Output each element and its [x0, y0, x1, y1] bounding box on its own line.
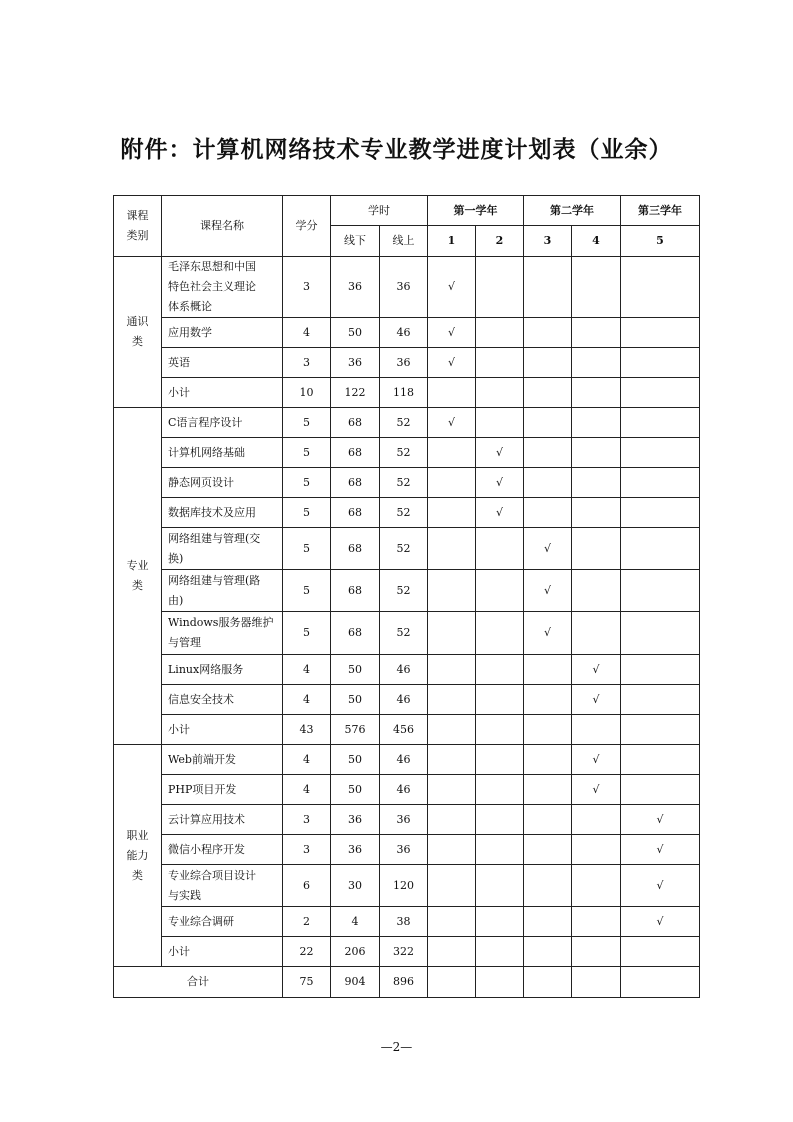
offline-cell: 68 — [331, 408, 380, 438]
term-2-header: 2 — [476, 226, 524, 257]
term-4-cell — [572, 408, 621, 438]
term-3-cell — [524, 805, 572, 835]
credits-cell: 5 — [283, 498, 331, 528]
page-number: —2— — [380, 1040, 413, 1054]
term-3-cell — [524, 655, 572, 685]
term-1-cell — [428, 468, 476, 498]
term-1-cell — [428, 570, 476, 612]
term-3-cell — [524, 528, 572, 570]
course-name-cell: 云计算应用技术 — [162, 805, 283, 835]
term-4-cell — [572, 907, 621, 937]
course-name-cell: Linux网络服务 — [162, 655, 283, 685]
term-3-cell — [524, 775, 572, 805]
term-1-cell — [428, 967, 476, 998]
course-name-cell: 网络组建与管理(路 由) — [162, 570, 283, 612]
term-1-cell — [428, 257, 476, 318]
term-5-cell — [621, 655, 700, 685]
online-cell: 46 — [380, 655, 428, 685]
term-2-cell — [476, 528, 524, 570]
term-3-cell — [524, 408, 572, 438]
checkmark: √ — [592, 752, 600, 766]
online-cell: 52 — [380, 498, 428, 528]
online-cell: 52 — [380, 612, 428, 655]
term-3-cell — [524, 348, 572, 378]
table-row — [114, 805, 700, 835]
total-offline-cell: 904 — [331, 967, 380, 998]
term-4-cell — [572, 745, 621, 775]
term-3-cell — [524, 438, 572, 468]
course-name-cell: 网络组建与管理(交 换) — [162, 528, 283, 570]
course-name-cell: 应用数学 — [162, 318, 283, 348]
category-cell: 通识 类 — [114, 257, 162, 408]
schedule-table — [113, 195, 700, 998]
term-2-cell — [476, 257, 524, 318]
term-4-cell — [572, 655, 621, 685]
online-cell: 46 — [380, 775, 428, 805]
credits-cell: 5 — [283, 408, 331, 438]
course-name-cell: PHP项目开发 — [162, 775, 283, 805]
table-row — [114, 498, 700, 528]
credits-cell: 4 — [283, 685, 331, 715]
term-4-cell — [572, 498, 621, 528]
term-4-cell — [572, 835, 621, 865]
term-1-cell — [428, 655, 476, 685]
offline-cell: 68 — [331, 438, 380, 468]
year3-header: 第三学年 — [621, 196, 700, 226]
offline-cell: 122 — [331, 378, 380, 408]
term-5-cell — [621, 498, 700, 528]
term-2-cell — [476, 835, 524, 865]
table-row — [114, 570, 700, 612]
category-cell: 专业 类 — [114, 408, 162, 745]
table-row — [114, 612, 700, 655]
term-3-cell — [524, 378, 572, 408]
offline-cell: 206 — [331, 937, 380, 967]
term-1-header: 1 — [428, 226, 476, 257]
checkmark: √ — [543, 541, 551, 555]
term-5-cell — [621, 570, 700, 612]
term-3-header: 3 — [524, 226, 572, 257]
term-4-cell — [572, 468, 621, 498]
term-5-header: 5 — [621, 226, 700, 257]
course-name-cell: 毛泽东思想和中国 特色社会主义理论 体系概论 — [162, 257, 283, 318]
page-title: 附件：计算机网络技术专业教学进度计划表（业余） — [120, 137, 673, 163]
term-5-cell — [621, 612, 700, 655]
course-name-header: 课程名称 — [162, 196, 283, 257]
checkmark: √ — [592, 662, 600, 676]
offline-cell: 50 — [331, 685, 380, 715]
table-row — [114, 937, 700, 967]
term-4-cell — [572, 715, 621, 745]
online-cell: 36 — [380, 805, 428, 835]
online-cell: 36 — [380, 257, 428, 318]
term-5-cell — [621, 318, 700, 348]
online-cell: 36 — [380, 348, 428, 378]
credits-cell: 5 — [283, 438, 331, 468]
term-2-cell — [476, 408, 524, 438]
term-2-cell — [476, 715, 524, 745]
online-header: 线上 — [380, 226, 428, 257]
year1-header: 第一学年 — [428, 196, 524, 226]
offline-cell: 50 — [331, 745, 380, 775]
course-name-cell: 专业综合调研 — [162, 907, 283, 937]
term-4-cell — [572, 378, 621, 408]
schedule-body — [114, 257, 700, 998]
checkmark: √ — [447, 325, 455, 339]
term-1-cell — [428, 805, 476, 835]
term-3-cell — [524, 907, 572, 937]
term-3-cell — [524, 612, 572, 655]
term-2-cell — [476, 907, 524, 937]
term-1-cell — [428, 745, 476, 775]
offline-header: 线下 — [331, 226, 380, 257]
term-2-cell — [476, 937, 524, 967]
term-2-cell — [476, 745, 524, 775]
term-2-cell — [476, 438, 524, 468]
term-5-cell — [621, 408, 700, 438]
term-1-cell — [428, 348, 476, 378]
term-1-cell — [428, 378, 476, 408]
term-5-cell — [621, 528, 700, 570]
table-row — [114, 655, 700, 685]
online-cell: 52 — [380, 468, 428, 498]
total-credits-cell: 75 — [283, 967, 331, 998]
table-row — [114, 528, 700, 570]
term-5-cell — [621, 745, 700, 775]
term-4-cell — [572, 685, 621, 715]
course-name-cell: 静态网页设计 — [162, 468, 283, 498]
online-cell: 118 — [380, 378, 428, 408]
term-3-cell — [524, 865, 572, 907]
term-4-cell — [572, 937, 621, 967]
term-2-cell — [476, 865, 524, 907]
term-4-cell — [572, 775, 621, 805]
course-name-cell: 小计 — [162, 715, 283, 745]
term-4-cell — [572, 805, 621, 835]
term-3-cell — [524, 570, 572, 612]
offline-cell: 68 — [331, 528, 380, 570]
term-2-cell — [476, 498, 524, 528]
checkmark: √ — [495, 505, 503, 519]
total-row — [114, 967, 700, 998]
term-5-cell — [621, 937, 700, 967]
term-3-cell — [524, 835, 572, 865]
checkmark: √ — [447, 355, 455, 369]
course-name-cell: 专业综合项目设计 与实践 — [162, 865, 283, 907]
offline-cell: 36 — [331, 835, 380, 865]
total-online-cell: 896 — [380, 967, 428, 998]
year2-header: 第二学年 — [524, 196, 621, 226]
checkmark: √ — [592, 782, 600, 796]
term-4-cell — [572, 570, 621, 612]
credits-cell: 5 — [283, 468, 331, 498]
term-3-cell — [524, 745, 572, 775]
checkmark: √ — [495, 445, 503, 459]
checkmark: √ — [543, 626, 551, 639]
credits-cell: 5 — [283, 612, 331, 655]
credits-cell: 4 — [283, 655, 331, 685]
offline-cell: 36 — [331, 257, 380, 318]
credits-cell: 5 — [283, 570, 331, 612]
term-5-cell — [621, 715, 700, 745]
term-2-cell — [476, 805, 524, 835]
course-name-cell: 英语 — [162, 348, 283, 378]
offline-cell: 68 — [331, 468, 380, 498]
credits-cell: 4 — [283, 775, 331, 805]
offline-cell: 576 — [331, 715, 380, 745]
offline-cell: 36 — [331, 348, 380, 378]
term-2-cell — [476, 967, 524, 998]
online-cell: 52 — [380, 438, 428, 468]
online-cell: 52 — [380, 570, 428, 612]
online-cell: 38 — [380, 907, 428, 937]
checkmark: √ — [543, 583, 551, 597]
checkmark: √ — [656, 878, 664, 892]
term-1-cell — [428, 715, 476, 745]
offline-cell: 36 — [331, 805, 380, 835]
term-5-cell — [621, 967, 700, 998]
checkmark: √ — [656, 812, 664, 826]
online-cell: 46 — [380, 685, 428, 715]
term-1-cell — [428, 937, 476, 967]
table-row — [114, 348, 700, 378]
checkmark: √ — [447, 415, 455, 429]
term-4-cell — [572, 865, 621, 907]
course-name-cell: 微信小程序开发 — [162, 835, 283, 865]
credits-cell: 3 — [283, 805, 331, 835]
term-1-cell — [428, 907, 476, 937]
term-5-cell — [621, 805, 700, 835]
table-row — [114, 745, 700, 775]
term-2-cell — [476, 348, 524, 378]
course-name-cell: 信息安全技术 — [162, 685, 283, 715]
offline-cell: 50 — [331, 655, 380, 685]
term-4-cell — [572, 348, 621, 378]
online-cell: 456 — [380, 715, 428, 745]
term-1-cell — [428, 528, 476, 570]
term-5-cell — [621, 865, 700, 907]
offline-cell: 50 — [331, 318, 380, 348]
credits-cell: 3 — [283, 835, 331, 865]
term-1-cell — [428, 612, 476, 655]
term-4-cell — [572, 612, 621, 655]
table-row — [114, 865, 700, 907]
term-5-cell — [621, 468, 700, 498]
checkmark: √ — [495, 475, 503, 489]
term-5-cell — [621, 438, 700, 468]
term-1-cell — [428, 408, 476, 438]
checkmark: √ — [447, 280, 455, 293]
table-row — [114, 685, 700, 715]
term-5-cell — [621, 257, 700, 318]
term-3-cell — [524, 685, 572, 715]
term-4-cell — [572, 967, 621, 998]
category-header: 课程 类别 — [114, 196, 162, 257]
term-5-cell — [621, 835, 700, 865]
offline-cell: 68 — [331, 612, 380, 655]
term-2-cell — [476, 685, 524, 715]
course-name-cell: C语言程序设计 — [162, 408, 283, 438]
credits-cell: 3 — [283, 257, 331, 318]
term-1-cell — [428, 775, 476, 805]
table-row — [114, 438, 700, 468]
online-cell: 46 — [380, 318, 428, 348]
credits-header: 学分 — [283, 196, 331, 257]
credits-cell: 43 — [283, 715, 331, 745]
course-name-cell: 小计 — [162, 937, 283, 967]
term-4-cell — [572, 528, 621, 570]
online-cell: 322 — [380, 937, 428, 967]
course-name-cell: Windows服务器维护 与管理 — [162, 612, 283, 655]
term-5-cell — [621, 685, 700, 715]
credits-cell: 2 — [283, 907, 331, 937]
table-row — [114, 775, 700, 805]
table-row — [114, 257, 700, 318]
credits-cell: 6 — [283, 865, 331, 907]
term-1-cell — [428, 498, 476, 528]
term-1-cell — [428, 318, 476, 348]
term-1-cell — [428, 438, 476, 468]
term-2-cell — [476, 378, 524, 408]
offline-cell: 30 — [331, 865, 380, 907]
term-1-cell — [428, 865, 476, 907]
term-3-cell — [524, 715, 572, 745]
table-row — [114, 468, 700, 498]
course-name-cell: 小计 — [162, 378, 283, 408]
course-name-cell: Web前端开发 — [162, 745, 283, 775]
term-2-cell — [476, 468, 524, 498]
checkmark: √ — [656, 842, 664, 856]
course-name-cell: 数据库技术及应用 — [162, 498, 283, 528]
term-4-header: 4 — [572, 226, 621, 257]
term-3-cell — [524, 257, 572, 318]
credits-cell: 3 — [283, 348, 331, 378]
term-5-cell — [621, 378, 700, 408]
term-5-cell — [621, 775, 700, 805]
term-1-cell — [428, 835, 476, 865]
offline-cell: 68 — [331, 498, 380, 528]
checkmark: √ — [656, 914, 664, 928]
term-2-cell — [476, 775, 524, 805]
category-cell: 职业 能力 类 — [114, 745, 162, 967]
term-4-cell — [572, 318, 621, 348]
offline-cell: 68 — [331, 570, 380, 612]
table-row — [114, 907, 700, 937]
term-4-cell — [572, 438, 621, 468]
credits-cell: 4 — [283, 318, 331, 348]
term-3-cell — [524, 468, 572, 498]
course-name-cell: 计算机网络基础 — [162, 438, 283, 468]
credits-cell: 5 — [283, 528, 331, 570]
term-3-cell — [524, 937, 572, 967]
term-1-cell — [428, 685, 476, 715]
table-row — [114, 318, 700, 348]
online-cell: 36 — [380, 835, 428, 865]
table-row — [114, 408, 700, 438]
term-5-cell — [621, 348, 700, 378]
term-4-cell — [572, 257, 621, 318]
table-row — [114, 378, 700, 408]
online-cell: 52 — [380, 528, 428, 570]
term-2-cell — [476, 570, 524, 612]
online-cell: 46 — [380, 745, 428, 775]
term-3-cell — [524, 498, 572, 528]
term-2-cell — [476, 655, 524, 685]
hours-header: 学时 — [331, 196, 428, 226]
term-3-cell — [524, 318, 572, 348]
online-cell: 52 — [380, 408, 428, 438]
term-3-cell — [524, 967, 572, 998]
offline-cell: 4 — [331, 907, 380, 937]
credits-cell: 22 — [283, 937, 331, 967]
credits-cell: 10 — [283, 378, 331, 408]
table-row — [114, 835, 700, 865]
term-2-cell — [476, 318, 524, 348]
online-cell: 120 — [380, 865, 428, 907]
total-label: 合计 — [114, 967, 283, 998]
offline-cell: 50 — [331, 775, 380, 805]
checkmark: √ — [592, 692, 600, 706]
credits-cell: 4 — [283, 745, 331, 775]
table-row — [114, 715, 700, 745]
term-2-cell — [476, 612, 524, 655]
term-5-cell — [621, 907, 700, 937]
